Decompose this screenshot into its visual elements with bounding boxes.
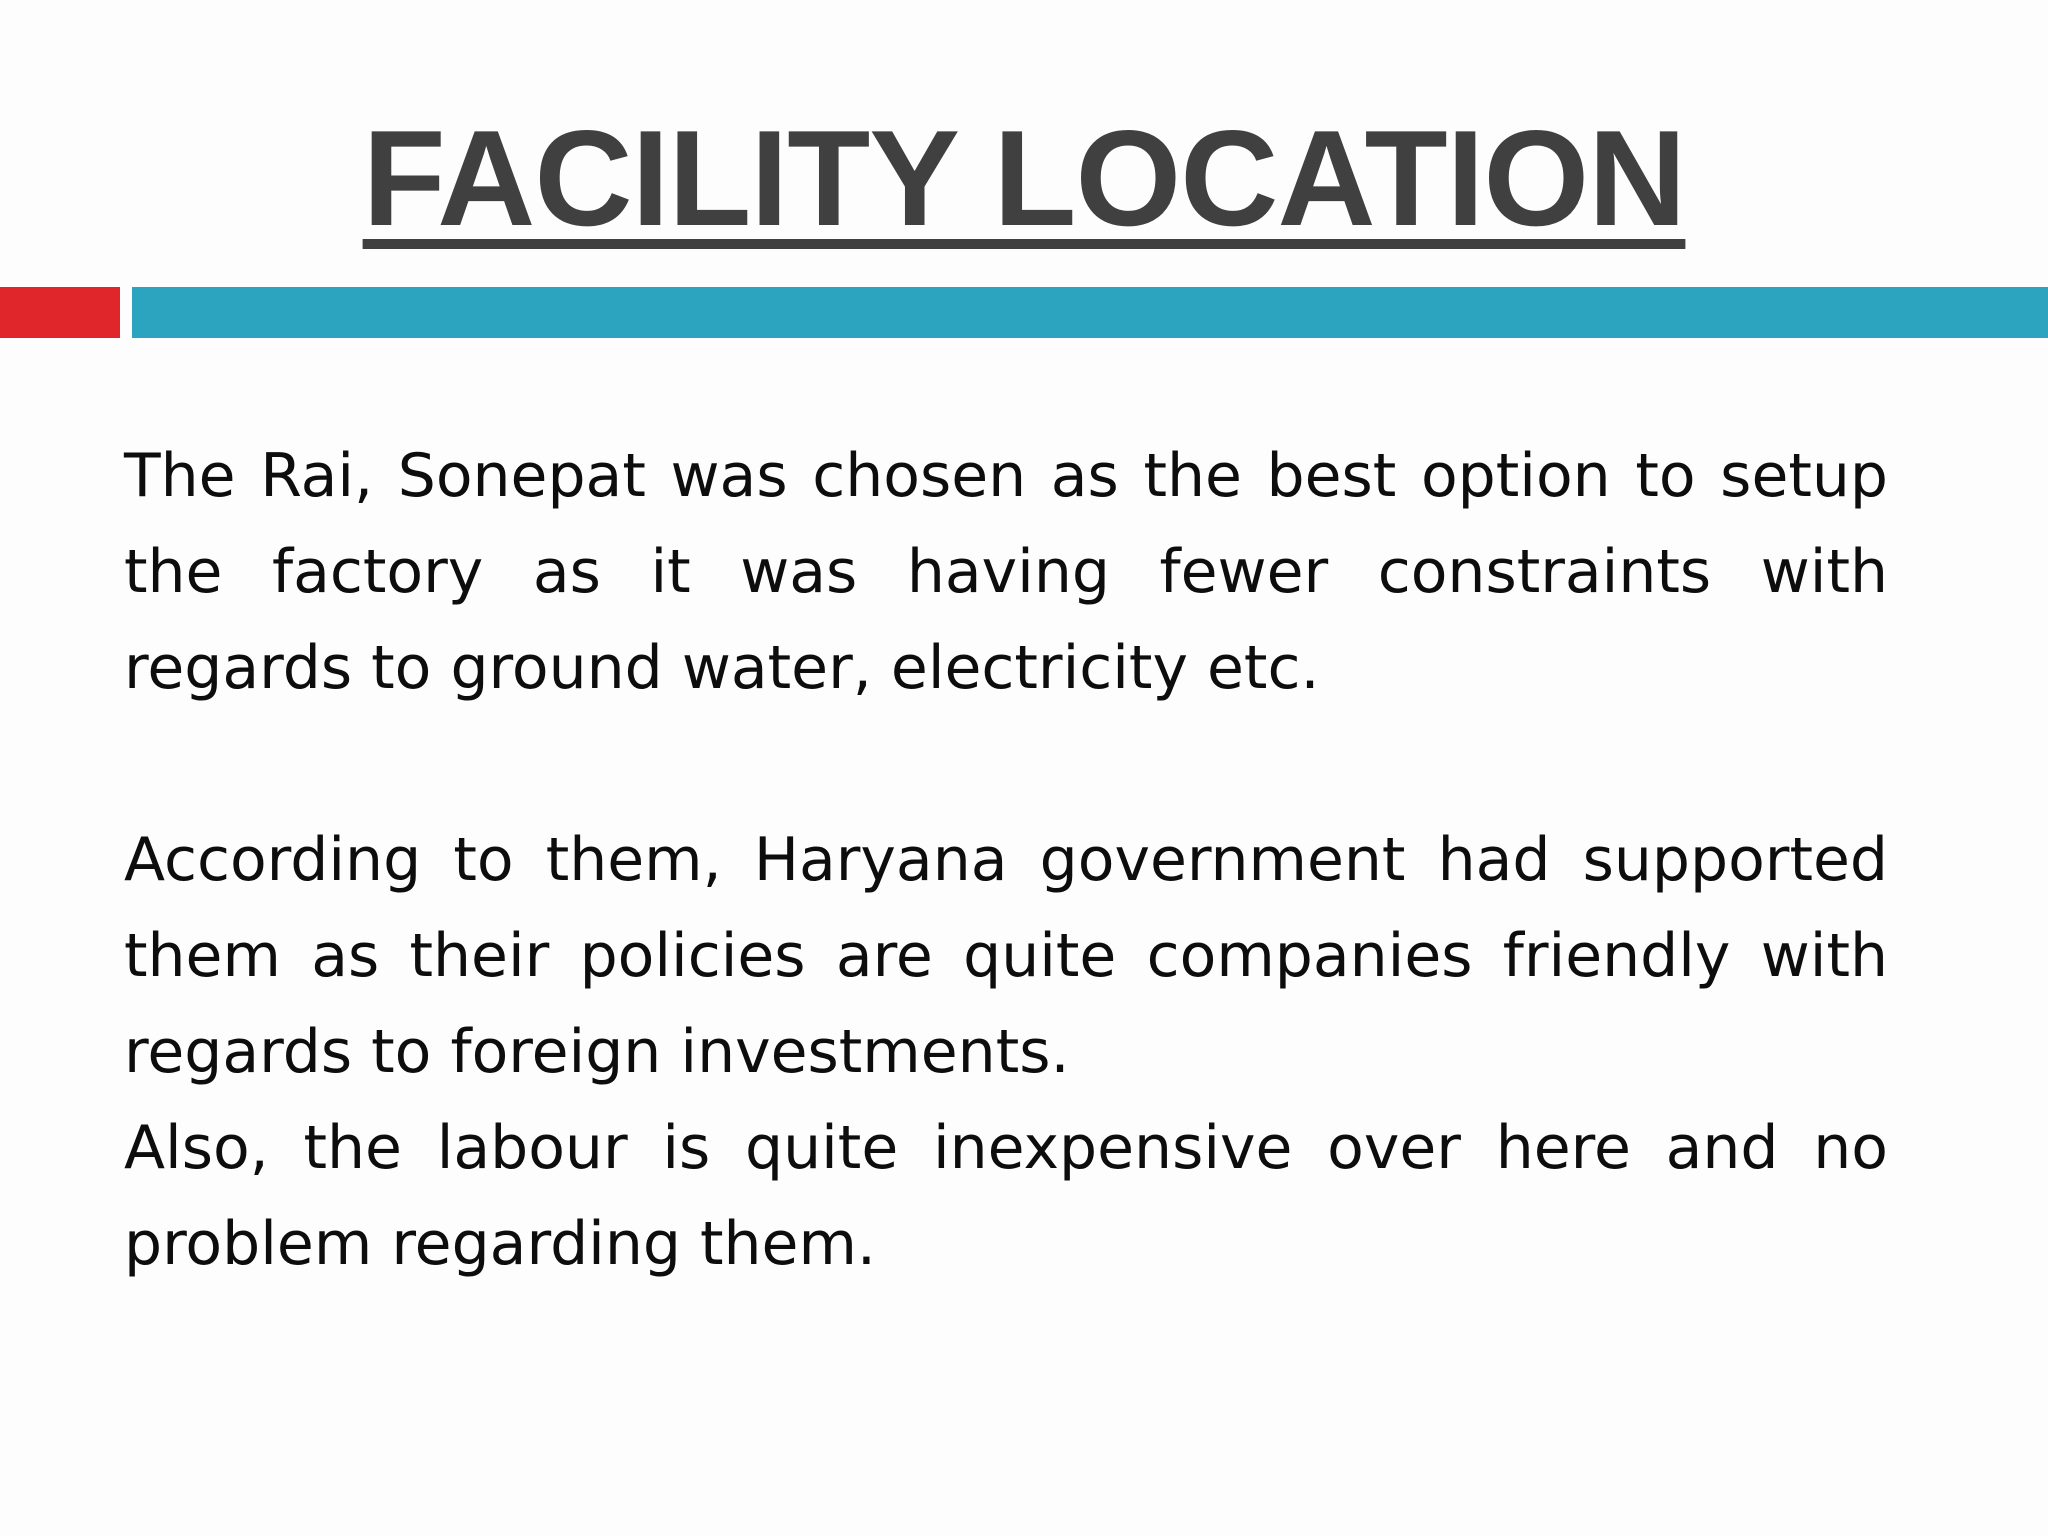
accent-bar-red: [0, 287, 120, 338]
paragraph-spacer: [124, 716, 1888, 812]
paragraph-labour: Also, the labour is quite inexpensive over here and no problem regarding them.: [124, 1113, 1888, 1279]
paragraph-location-choice: The Rai, Sonepat was chosen as the best option to setup the factory as it was having fewer constraints with regards to ground water, electricity etc.: [124, 441, 1888, 703]
accent-bar-blue: [132, 287, 2048, 338]
slide-title: FACILITY LOCATION: [362, 102, 1686, 254]
paragraph-government-support: According to them, Haryana government had supported them as their policies are quite companies friendly with regards to foreign investments.: [124, 825, 1888, 1087]
slide-body: [124, 428, 1888, 1292]
